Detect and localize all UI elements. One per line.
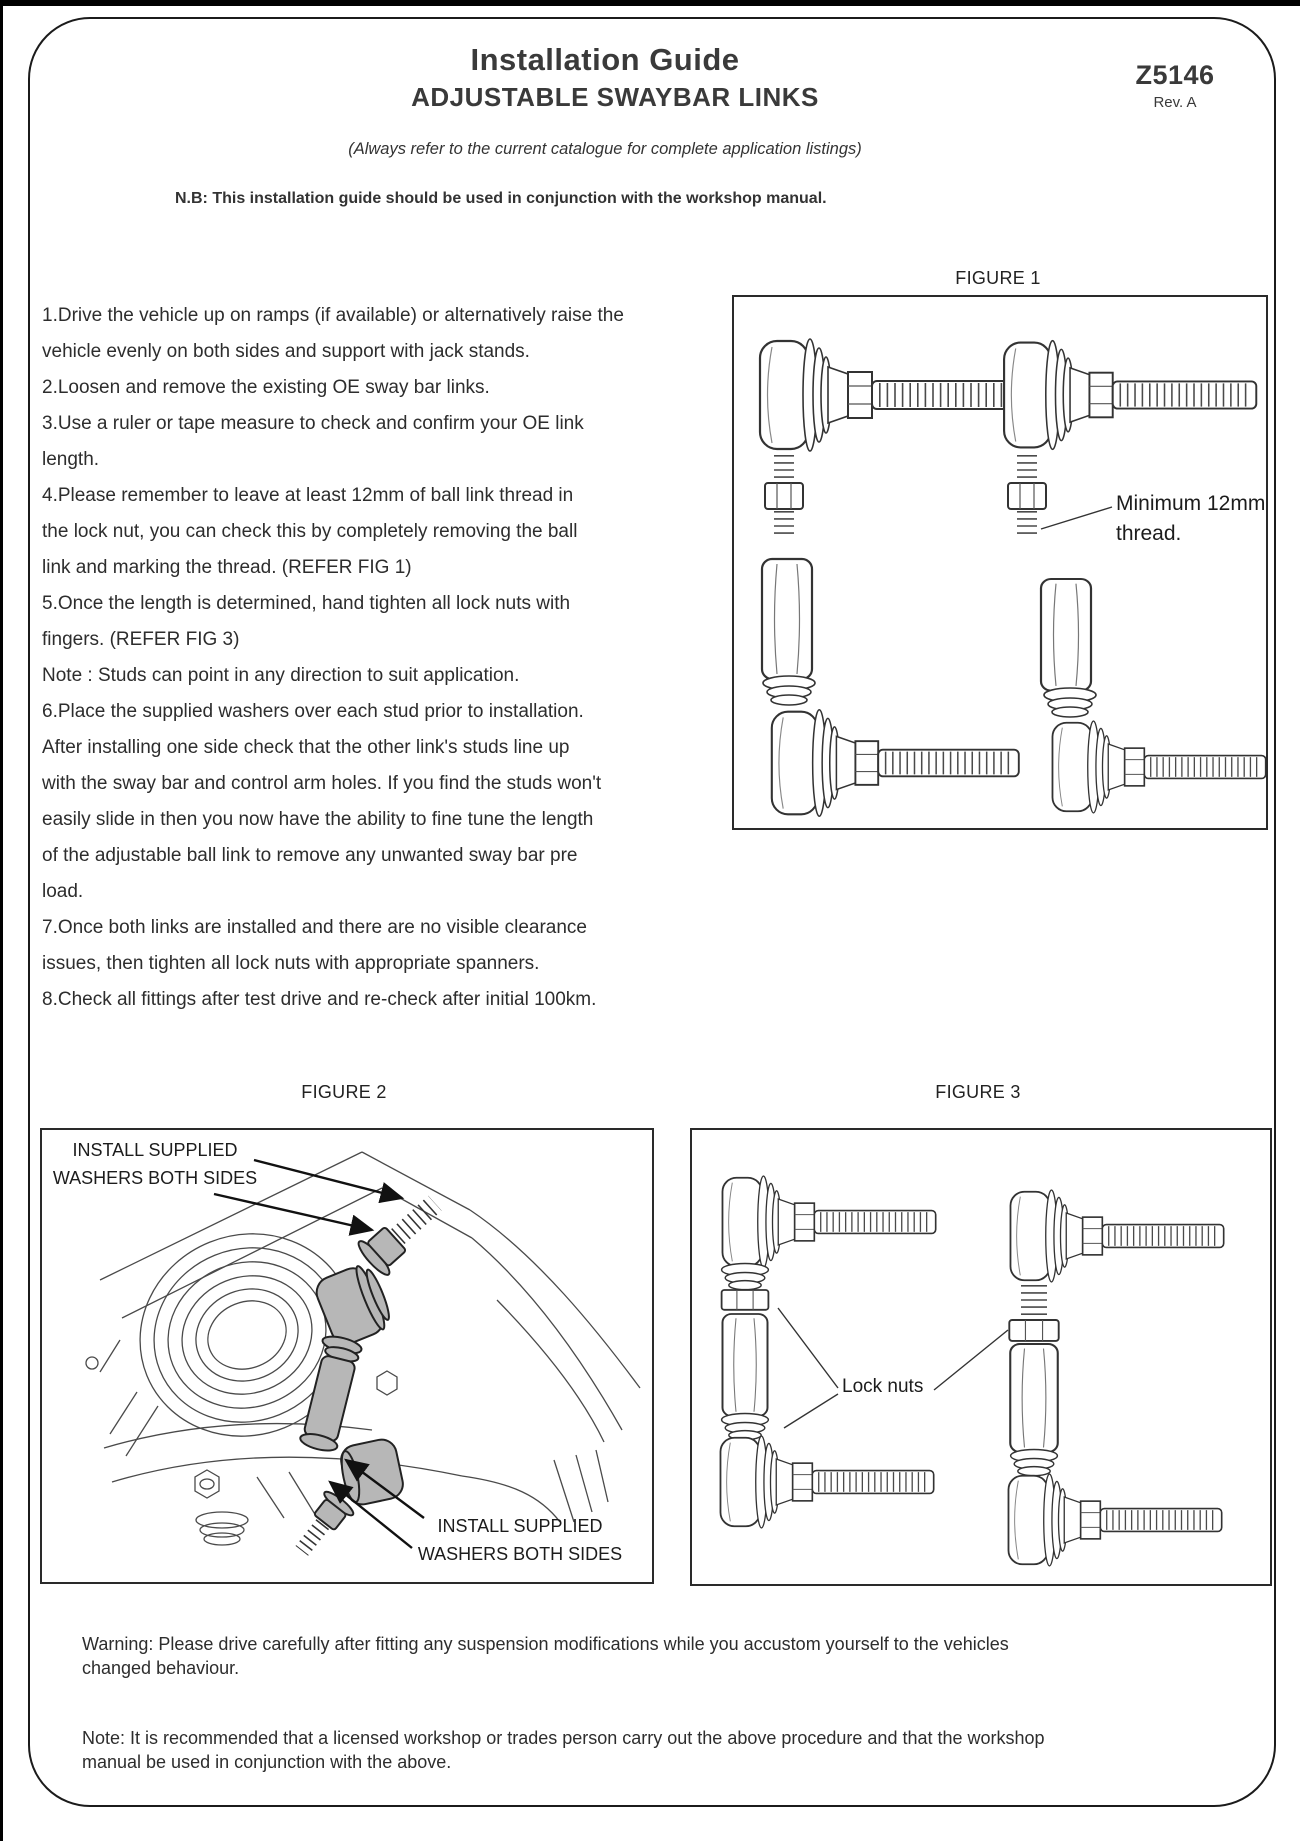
instruction-line: issues, then tighten all lock nuts with appropriate spanners.: [42, 953, 540, 974]
figure2-box: [40, 1128, 654, 1584]
instruction-line: of the adjustable ball link to remove any unwanted sway bar pre: [42, 845, 578, 866]
figure3-annotation: Lock nuts: [842, 1376, 924, 1397]
instruction-line: 1.Drive the vehicle up on ramps (if available) or alternatively raise the: [42, 305, 624, 326]
figure3-box: [690, 1128, 1272, 1586]
instruction-line: length.: [42, 449, 100, 470]
instruction-line: link and marking the thread. (REFER FIG 1): [42, 557, 412, 578]
note-line: manual be used in conjunction with the above.: [82, 1752, 452, 1772]
figure2-top-annotation-line: INSTALL SUPPLIED: [72, 1140, 238, 1160]
figure1-illustration: [734, 297, 1266, 828]
instruction-line: 5.Once the length is determined, hand tighten all lock nuts with: [42, 593, 571, 614]
instructions-list: [42, 298, 732, 1018]
instruction-line: 8.Check all fittings after test drive and re-check after initial 100km.: [42, 989, 597, 1010]
figure3-illustration: [692, 1130, 1270, 1584]
instruction-line: the lock nut, you can check this by completely removing the ball: [42, 521, 578, 542]
note-line: Note: It is recommended that a licensed workshop or trades person carry out the above procedure and that the workshop: [82, 1728, 1045, 1748]
instruction-line: 7.Once both links are installed and there are no visible clearance: [42, 917, 587, 938]
instruction-line: fingers. (REFER FIG 3): [42, 629, 240, 650]
instruction-line: 4.Please remember to leave at least 12mm of ball link thread in: [42, 485, 574, 506]
figure1-annotation-line: thread.: [1116, 522, 1182, 545]
instruction-line: with the sway bar and control arm holes. If you find the studs won't: [42, 773, 602, 794]
figure3-label: FIGURE 3: [935, 1082, 1021, 1102]
figure1-label: FIGURE 1: [955, 268, 1041, 288]
figure2-top-annotation: [42, 1136, 268, 1192]
figure2-label: FIGURE 2: [301, 1082, 387, 1102]
figure2-top-annotation-line: WASHERS BOTH SIDES: [52, 1168, 258, 1188]
figure2-bottom-annotation: [394, 1512, 646, 1568]
catalogue-note: (Always refer to the current catalogue for complete application listings): [348, 140, 862, 158]
note-text: [82, 1726, 1045, 1774]
figure1-annotation-line: Minimum 12mm: [1116, 492, 1266, 515]
page-subtitle: ADJUSTABLE SWAYBAR LINKS: [411, 82, 819, 112]
scan-edge-top: [0, 0, 1300, 6]
instruction-line: easily slide in then you now have the ability to fine tune the length: [42, 809, 594, 830]
instruction-line: vehicle evenly on both sides and support with jack stands.: [42, 341, 530, 362]
instruction-line: After installing one side check that the other link's studs line up: [42, 737, 570, 758]
instruction-line: 6.Place the supplied washers over each stud prior to installation.: [42, 701, 584, 722]
figure2-bottom-annotation-line: INSTALL SUPPLIED: [437, 1516, 603, 1536]
scan-edge-left: [0, 0, 3, 1841]
warning-line: changed behaviour.: [82, 1658, 240, 1678]
warning-text: [82, 1632, 1009, 1680]
nb-note: N.B: This installation guide should be used in conjunction with the workshop manual.: [175, 190, 827, 207]
figure1-annotation: [1116, 489, 1265, 549]
figure1-box: [732, 295, 1268, 830]
page-title: Installation Guide: [470, 42, 740, 77]
warning-line: Warning: Please drive carefully after fitting any suspension modifications while you accustom yourself to the vehicles: [82, 1634, 1009, 1654]
instruction-line: load.: [42, 881, 84, 902]
instruction-line: 3.Use a ruler or tape measure to check and confirm your OE link: [42, 413, 584, 434]
instruction-line: 2.Loosen and remove the existing OE sway bar links.: [42, 377, 490, 398]
instruction-line: Note : Studs can point in any direction to suit application.: [42, 665, 520, 686]
figure2-bottom-annotation-line: WASHERS BOTH SIDES: [417, 1544, 623, 1564]
revision-label: Rev. A: [1153, 94, 1197, 111]
part-number: Z5146: [1135, 60, 1215, 90]
